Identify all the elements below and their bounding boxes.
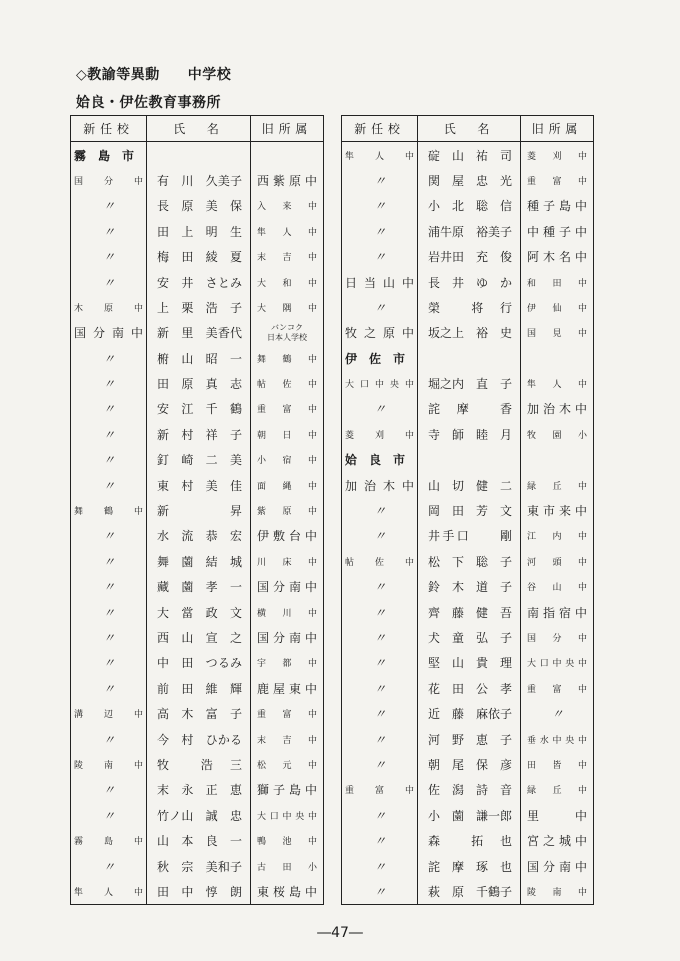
- office-title: 姶良・伊佐教育事務所: [76, 95, 221, 111]
- previous-school-cell: 重 富 中: [251, 701, 324, 726]
- table-row: [71, 853, 324, 878]
- previous-school-cell: 種子島中: [521, 193, 594, 218]
- previous-school-cell: 緑 丘 中: [521, 472, 594, 497]
- name-cell: 河 野 恵 子: [418, 726, 521, 751]
- new-school-cell: 〃: [71, 472, 147, 497]
- name-cell: 今 村 ひかる: [147, 726, 251, 751]
- table-row: [71, 498, 324, 523]
- name-cell: 松 下 聡 子: [418, 549, 521, 574]
- table-row: [71, 523, 324, 548]
- table-row: [71, 879, 324, 905]
- new-school-cell: 〃: [342, 498, 418, 523]
- previous-school-cell: 紫 原 中: [251, 498, 324, 523]
- new-school-cell: 加治木中: [342, 472, 418, 497]
- previous-school-cell: 西紫原中: [251, 168, 324, 193]
- table-row: [71, 803, 324, 828]
- new-school-cell: 〃: [71, 574, 147, 599]
- region-label: 姶 良 市: [342, 447, 418, 472]
- name-cell: 梅 田 綾 夏: [147, 244, 251, 269]
- previous-school-line: 日本人学校: [267, 332, 307, 342]
- name-cell: 寺 師 睦 月: [418, 422, 521, 447]
- new-school-cell: 〃: [342, 828, 418, 853]
- name-cell: 森 拓 也: [418, 828, 521, 853]
- name-cell: 堅 山 貴 理: [418, 650, 521, 675]
- name-cell: 前 田 維 輝: [147, 676, 251, 701]
- name-cell: 新 里 美香代: [147, 320, 251, 345]
- table-row: [342, 219, 594, 244]
- name-cell: 堀之内 直 子: [418, 371, 521, 396]
- table-row: [342, 701, 594, 726]
- previous-school-cell: 入 来 中: [251, 193, 324, 218]
- previous-school-cell: 宮之城中: [521, 828, 594, 853]
- name-cell: 安 井 さとみ: [147, 269, 251, 294]
- table-row: [342, 828, 594, 853]
- new-school-cell: 〃: [342, 574, 418, 599]
- section-heading-marker: ◇教諭等異動: [76, 67, 160, 83]
- previous-school-cell: 陵 南 中: [521, 879, 594, 905]
- table-row: [71, 752, 324, 777]
- name-cell: 安 江 千 鶴: [147, 396, 251, 421]
- new-school-cell: 〃: [71, 803, 147, 828]
- table-row: [71, 472, 324, 497]
- name-cell: 佐 潟 詩 音: [418, 777, 521, 802]
- name-cell: 花 田 公 孝: [418, 676, 521, 701]
- table-row: [71, 828, 324, 853]
- table-row: [342, 371, 594, 396]
- name-cell: 萩 原 千鶴子: [418, 879, 521, 905]
- name-cell: 山 本 良 一: [147, 828, 251, 853]
- previous-school-cell: 大 隅 中: [251, 295, 324, 320]
- previous-school-cell: 大 和 中: [251, 269, 324, 294]
- new-school-cell: 〃: [342, 803, 418, 828]
- new-school-cell: 木 原 中: [71, 295, 147, 320]
- column-header-previous: 旧所属: [521, 116, 594, 142]
- name-cell: 岡 田 芳 文: [418, 498, 521, 523]
- table-row: [71, 219, 324, 244]
- name-cell: 坂之上 裕 史: [418, 320, 521, 345]
- previous-school-cell: 大口中央中: [251, 803, 324, 828]
- new-school-cell: 〃: [342, 219, 418, 244]
- table-row: [342, 549, 594, 574]
- new-school-cell: 〃: [342, 625, 418, 650]
- table-row: [71, 726, 324, 751]
- new-school-cell: 〃: [342, 650, 418, 675]
- previous-school-cell: 東桜島中: [251, 879, 324, 905]
- table-row: [71, 396, 324, 421]
- previous-school-cell: 小 宿 中: [251, 447, 324, 472]
- name-cell: [418, 346, 521, 371]
- previous-school-cell: 横 川 中: [251, 599, 324, 624]
- column-header-new-school: 新任校: [71, 116, 147, 142]
- previous-school-cell: 国 見 中: [521, 320, 594, 345]
- new-school-cell: 〃: [71, 269, 147, 294]
- name-cell: 舞 薗 結 城: [147, 549, 251, 574]
- new-school-cell: 〃: [342, 752, 418, 777]
- previous-school-cell: 和 田 中: [521, 269, 594, 294]
- region-label: 霧 島 市: [71, 142, 147, 168]
- name-cell: 田 中 惇 朗: [147, 879, 251, 905]
- previous-school-cell: 隼 人 中: [521, 371, 594, 396]
- name-cell: 関 屋 忠 光: [418, 168, 521, 193]
- table-row: [71, 777, 324, 802]
- previous-school-cell: 鹿屋東中: [251, 676, 324, 701]
- new-school-cell: 〃: [71, 523, 147, 548]
- previous-school-cell: 末 吉 中: [251, 726, 324, 751]
- name-cell: 詫 摩 香: [418, 396, 521, 421]
- previous-school-cell: 古 田 小: [251, 853, 324, 878]
- table-row: [71, 320, 324, 345]
- previous-school-cell: 面 縄 中: [251, 472, 324, 497]
- previous-school-cell: 重 富 中: [521, 676, 594, 701]
- previous-school-cell: 帖 佐 中: [251, 371, 324, 396]
- new-school-cell: 〃: [342, 168, 418, 193]
- table-row: [71, 269, 324, 294]
- previous-school-cell: 朝 日 中: [251, 422, 324, 447]
- name-cell: 田 上 明 生: [147, 219, 251, 244]
- name-cell: 井手口 剛: [418, 523, 521, 548]
- previous-school-cell: 南指宿中: [521, 599, 594, 624]
- name-cell: 朝 尾 保 彦: [418, 752, 521, 777]
- table-row: [71, 574, 324, 599]
- new-school-cell: 〃: [342, 726, 418, 751]
- new-school-cell: 〃: [71, 777, 147, 802]
- name-cell: 椨 山 昭 一: [147, 346, 251, 371]
- name-cell: [147, 142, 251, 168]
- new-school-cell: 〃: [71, 219, 147, 244]
- new-school-cell: 重 富 中: [342, 777, 418, 802]
- previous-school-line: バンコク: [271, 322, 303, 332]
- name-cell: 釘 崎 二 美: [147, 447, 251, 472]
- previous-school-cell: 国分南中: [521, 853, 594, 878]
- new-school-cell: 〃: [342, 599, 418, 624]
- table-header-row: [71, 116, 324, 142]
- name-cell: 鈴 木 道 子: [418, 574, 521, 599]
- previous-school-cell: 垂水中央中: [521, 726, 594, 751]
- new-school-cell: 溝 辺 中: [71, 701, 147, 726]
- table-row: [342, 295, 594, 320]
- table-row: [342, 244, 594, 269]
- new-school-cell: 〃: [71, 193, 147, 218]
- table-row: [342, 625, 594, 650]
- name-cell: 上 栗 浩 子: [147, 295, 251, 320]
- previous-school-cell: 隼 人 中: [251, 219, 324, 244]
- new-school-cell: 〃: [342, 193, 418, 218]
- table-row: [342, 422, 594, 447]
- right-roster-body: [342, 142, 594, 905]
- new-school-cell: 舞 鶴 中: [71, 498, 147, 523]
- name-cell: 榮 将 行: [418, 295, 521, 320]
- table-row: [342, 803, 594, 828]
- name-cell: 藏 薗 孝 一: [147, 574, 251, 599]
- new-school-cell: 〃: [71, 447, 147, 472]
- table-row: [342, 650, 594, 675]
- table-row: [71, 244, 324, 269]
- new-school-cell: 〃: [342, 523, 418, 548]
- new-school-cell: 牧之原中: [342, 320, 418, 345]
- previous-school-cell: 鴨 池 中: [251, 828, 324, 853]
- new-school-cell: 国分南中: [71, 320, 147, 345]
- section-heading: [76, 64, 231, 84]
- new-school-cell: 〃: [71, 346, 147, 371]
- previous-school-cell: 東市来中: [521, 498, 594, 523]
- previous-school-cell: 谷 山 中: [521, 574, 594, 599]
- section-heading-level: 中学校: [187, 67, 232, 83]
- region-row: [71, 142, 324, 168]
- table-row: [342, 523, 594, 548]
- name-cell: 新 村 祥 子: [147, 422, 251, 447]
- name-cell: 大 當 政 文: [147, 599, 251, 624]
- table-row: [71, 295, 324, 320]
- previous-school-cell: 伊敷台中: [251, 523, 324, 548]
- table-header-row: [342, 116, 594, 142]
- name-cell: 小 薗 謙一郎: [418, 803, 521, 828]
- previous-school-cell: 獅子島中: [251, 777, 324, 802]
- table-row: [71, 625, 324, 650]
- name-cell: 西 山 宣 之: [147, 625, 251, 650]
- previous-school-cell: 宇 都 中: [251, 650, 324, 675]
- name-cell: 新 昇: [147, 498, 251, 523]
- new-school-cell: 〃: [342, 396, 418, 421]
- name-cell: 秋 宗 美和子: [147, 853, 251, 878]
- new-school-cell: 〃: [71, 422, 147, 447]
- new-school-cell: 〃: [342, 701, 418, 726]
- column-header-previous: 旧所属: [251, 116, 324, 142]
- previous-school-cell: 菱 刈 中: [521, 142, 594, 168]
- name-cell: 末 永 正 恵: [147, 777, 251, 802]
- previous-school-cell: 河 頭 中: [521, 549, 594, 574]
- table-row: [71, 549, 324, 574]
- table-row: [342, 599, 594, 624]
- name-cell: 東 村 美 佳: [147, 472, 251, 497]
- new-school-cell: 〃: [71, 676, 147, 701]
- name-cell: 犬 童 弘 子: [418, 625, 521, 650]
- new-school-cell: 国 分 中: [71, 168, 147, 193]
- previous-school-cell: 江 内 中: [521, 523, 594, 548]
- new-school-cell: 〃: [71, 549, 147, 574]
- table-row: [342, 193, 594, 218]
- table-row: [71, 599, 324, 624]
- name-cell: 中 田 つるみ: [147, 650, 251, 675]
- name-cell: 碇 山 祐 司: [418, 142, 521, 168]
- new-school-cell: 陵 南 中: [71, 752, 147, 777]
- previous-school-cell: 田 皆 中: [521, 752, 594, 777]
- table-row: [71, 422, 324, 447]
- column-header-name: 氏 名: [147, 116, 251, 142]
- table-row: [71, 168, 324, 193]
- name-cell: 有 川 久美子: [147, 168, 251, 193]
- previous-school-cell: 〃: [521, 701, 594, 726]
- previous-school-cell: [521, 346, 594, 371]
- name-cell: 水 流 恭 宏: [147, 523, 251, 548]
- new-school-cell: 帖 佐 中: [342, 549, 418, 574]
- table-row: [71, 701, 324, 726]
- name-cell: 牧 浩 三: [147, 752, 251, 777]
- name-cell: 長 原 美 保: [147, 193, 251, 218]
- table-row: [342, 320, 594, 345]
- region-label: 伊 佐 市: [342, 346, 418, 371]
- left-roster-table: [70, 115, 324, 905]
- new-school-cell: 日当山中: [342, 269, 418, 294]
- name-cell: 小 北 聡 信: [418, 193, 521, 218]
- new-school-cell: 〃: [71, 726, 147, 751]
- new-school-cell: 隼 人 中: [342, 142, 418, 168]
- new-school-cell: 菱 刈 中: [342, 422, 418, 447]
- name-cell: 齊 藤 健 吾: [418, 599, 521, 624]
- table-row: [342, 752, 594, 777]
- previous-school-cell: 加治木中: [521, 396, 594, 421]
- new-school-cell: 〃: [71, 244, 147, 269]
- name-cell: 浦牛原 裕美子: [418, 219, 521, 244]
- previous-school-cell: 里 中: [521, 803, 594, 828]
- name-cell: 高 木 富 子: [147, 701, 251, 726]
- previous-school-cell: [521, 447, 594, 472]
- new-school-cell: 〃: [342, 295, 418, 320]
- right-roster-table: [341, 115, 594, 905]
- region-row: [342, 346, 594, 371]
- new-school-cell: 〃: [71, 625, 147, 650]
- table-row: [342, 269, 594, 294]
- table-row: [342, 777, 594, 802]
- table-row: [71, 346, 324, 371]
- table-row: [342, 396, 594, 421]
- table-row: [342, 879, 594, 905]
- table-row: [71, 447, 324, 472]
- previous-school-cell: 重 富 中: [521, 168, 594, 193]
- new-school-cell: 〃: [342, 879, 418, 905]
- previous-school-cell: 末 吉 中: [251, 244, 324, 269]
- previous-school-cell: 緑 丘 中: [521, 777, 594, 802]
- region-row: [342, 447, 594, 472]
- new-school-cell: 〃: [342, 676, 418, 701]
- table-row: [342, 498, 594, 523]
- previous-school-cell: 牧 園 小: [521, 422, 594, 447]
- column-header-new-school: 新任校: [342, 116, 418, 142]
- name-cell: 長 井 ゆ か: [418, 269, 521, 294]
- column-header-name: 氏 名: [418, 116, 521, 142]
- previous-school-cell: 国分南中: [251, 574, 324, 599]
- name-cell: 近 藤 麻依子: [418, 701, 521, 726]
- previous-school-cell: 中種子中: [521, 219, 594, 244]
- previous-school-cell: 国分南中: [251, 625, 324, 650]
- page-number: ―47―: [317, 925, 363, 941]
- new-school-cell: 霧 島 中: [71, 828, 147, 853]
- table-row: [342, 472, 594, 497]
- table-row: [342, 726, 594, 751]
- previous-school-cell: [251, 142, 324, 168]
- previous-school-cell: 阿木名中: [521, 244, 594, 269]
- previous-school-cell: 伊 仙 中: [521, 295, 594, 320]
- new-school-cell: 〃: [71, 853, 147, 878]
- left-roster-body: [71, 142, 324, 905]
- previous-school-cell: 川 床 中: [251, 549, 324, 574]
- new-school-cell: 〃: [71, 396, 147, 421]
- table-row: [71, 193, 324, 218]
- table-row: [342, 168, 594, 193]
- table-row: [71, 371, 324, 396]
- table-row: [342, 853, 594, 878]
- previous-school-cell: 松 元 中: [251, 752, 324, 777]
- name-cell: 山 切 健 二: [418, 472, 521, 497]
- table-row: [71, 650, 324, 675]
- table-row: [71, 676, 324, 701]
- table-row: [342, 574, 594, 599]
- new-school-cell: 〃: [71, 371, 147, 396]
- previous-school-cell: 重 富 中: [251, 396, 324, 421]
- name-cell: 竹ノ山 誠 忠: [147, 803, 251, 828]
- previous-school-cell: 舞 鶴 中: [251, 346, 324, 371]
- new-school-cell: 〃: [342, 853, 418, 878]
- table-row: [342, 142, 594, 168]
- new-school-cell: 大口中央中: [342, 371, 418, 396]
- new-school-cell: 隼 人 中: [71, 879, 147, 905]
- name-cell: 岩井田 充 俊: [418, 244, 521, 269]
- new-school-cell: 〃: [71, 650, 147, 675]
- previous-school-cell: [251, 320, 324, 345]
- new-school-cell: 〃: [342, 244, 418, 269]
- name-cell: [418, 447, 521, 472]
- previous-school-cell: 国 分 中: [521, 625, 594, 650]
- previous-school-cell: 大口中央中: [521, 650, 594, 675]
- name-cell: 詫 摩 琢 也: [418, 853, 521, 878]
- name-cell: 田 原 真 志: [147, 371, 251, 396]
- new-school-cell: 〃: [71, 599, 147, 624]
- table-row: [342, 676, 594, 701]
